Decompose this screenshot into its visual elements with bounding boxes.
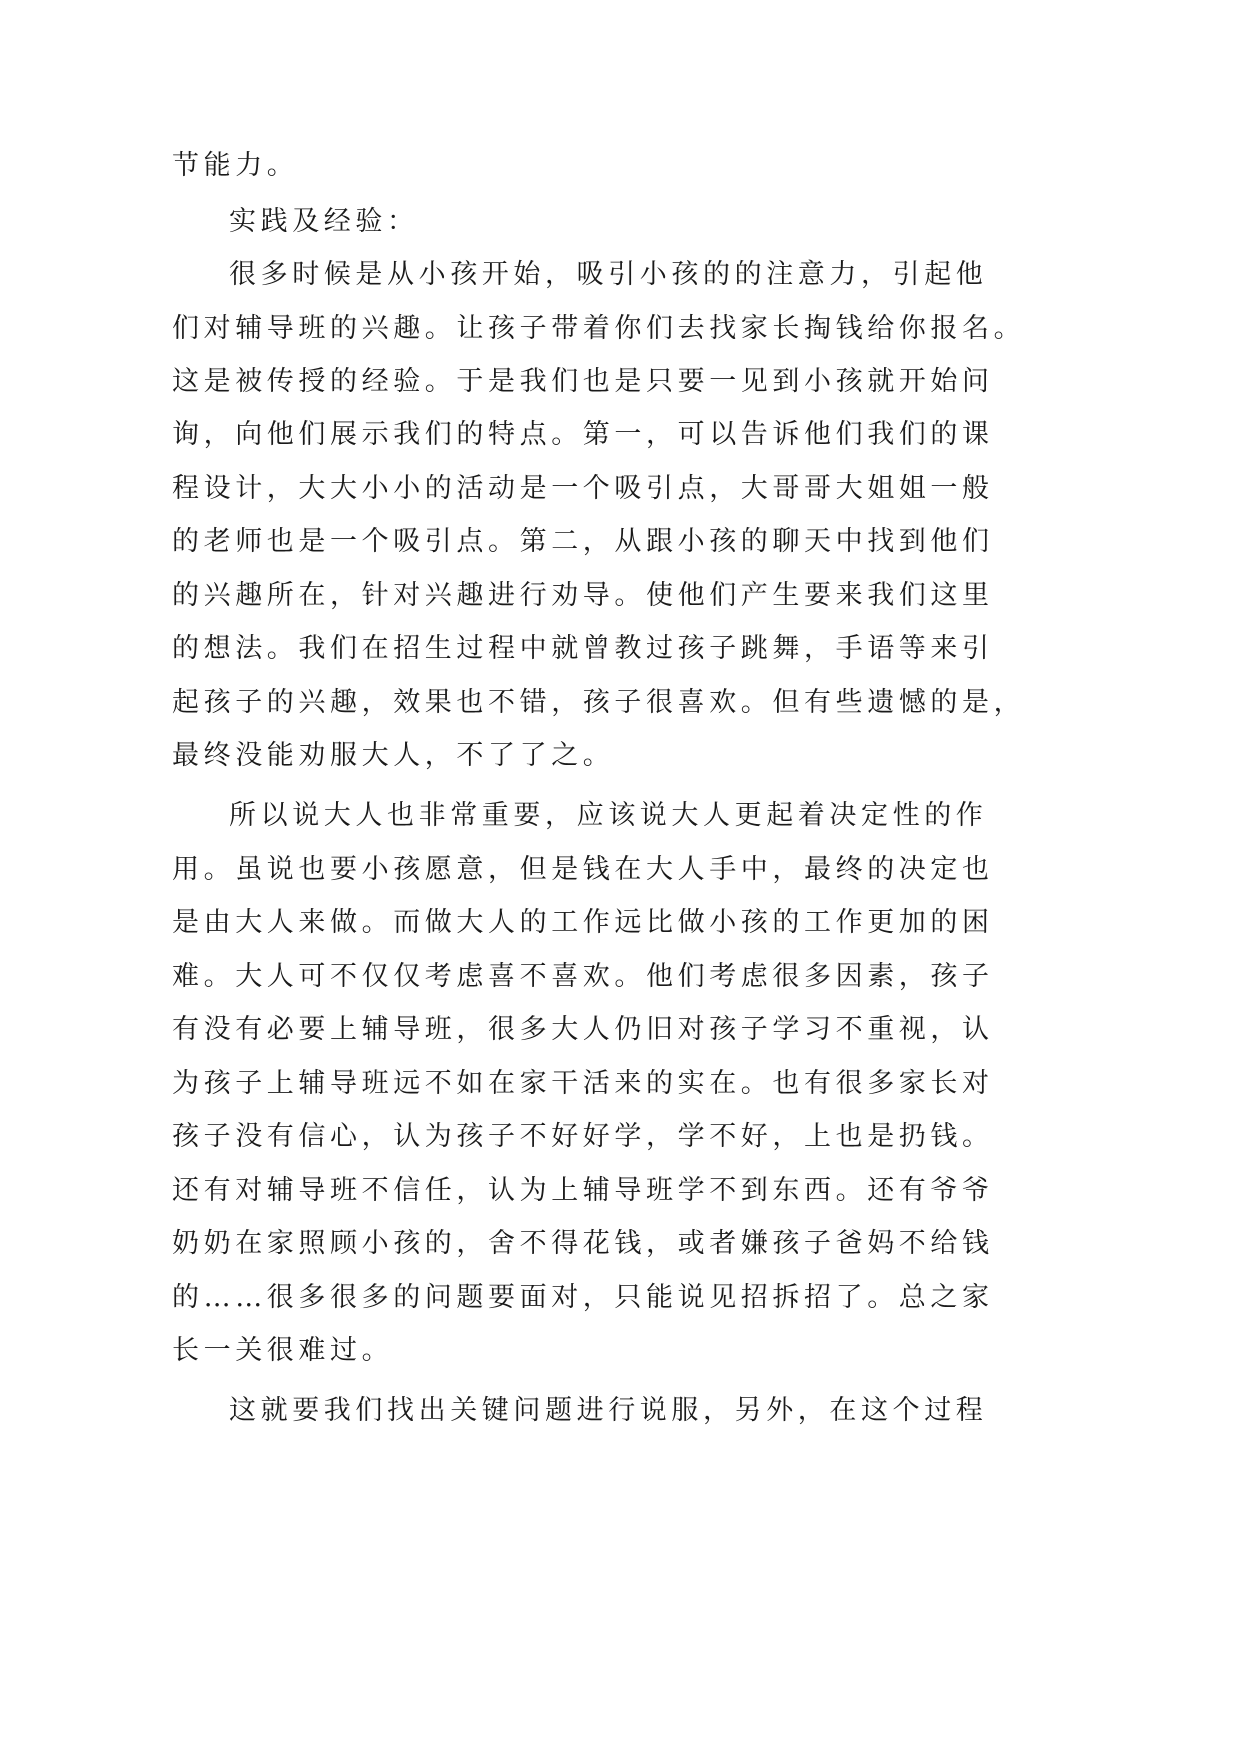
text-line-15: 是由大人来做。而做大人的工作远比做小孩的工作更加的困 (172, 907, 994, 938)
text-line-8: 的老师也是一个吸引点。第二，从跟小孩的聊天中找到他们 (172, 526, 994, 557)
text-line-4: 们对辅导班的兴趣。让孩子带着你们去找家长掏钱给你报名。 (172, 313, 1026, 344)
section-heading: 实践及经验： (229, 206, 419, 237)
text-line-18: 为孩子上辅导班远不如在家干活来的实在。也有很多家长对 (172, 1068, 994, 1099)
text-line-10: 的想法。我们在招生过程中就曾教过孩子跳舞，手语等来引 (172, 633, 994, 664)
text-line-6: 询，向他们展示我们的特点。第一，可以告诉他们我们的课 (172, 419, 994, 450)
text-line-12: 最终没能劝服大人，不了了之。 (172, 740, 615, 771)
text-line-3: 很多时候是从小孩开始，吸引小孩的的注意力，引起他 (229, 259, 988, 290)
text-line-19: 孩子没有信心，认为孩子不好好学，学不好，上也是扔钱。 (172, 1121, 994, 1152)
text-line-16: 难。大人可不仅仅考虑喜不喜欢。他们考虑很多因素，孩子 (172, 961, 994, 992)
text-line-9: 的兴趣所在，针对兴趣进行劝导。使他们产生要来我们这里 (172, 580, 994, 611)
text-line-21: 奶奶在家照顾小孩的，舍不得花钱，或者嫌孩子爸妈不给钱 (172, 1228, 994, 1259)
text-line-5: 这是被传授的经验。于是我们也是只要一见到小孩就开始问 (172, 366, 994, 397)
text-line-1: 节能力。 (172, 150, 299, 181)
text-line-14: 用。虽说也要小孩愿意，但是钱在大人手中，最终的决定也 (172, 854, 994, 885)
text-line-22: 的……很多很多的问题要面对，只能说见招拆招了。总之家 (172, 1282, 994, 1313)
text-line-17: 有没有必要上辅导班，很多大人仍旧对孩子学习不重视，认 (172, 1014, 994, 1045)
text-line-13: 所以说大人也非常重要，应该说大人更起着决定性的作 (229, 800, 988, 831)
text-line-7: 程设计，大大小小的活动是一个吸引点，大哥哥大姐姐一般 (172, 473, 994, 504)
text-line-20: 还有对辅导班不信任，认为上辅导班学不到东西。还有爷爷 (172, 1175, 994, 1206)
text-line-23: 长一关很难过。 (172, 1335, 394, 1366)
text-line-11: 起孩子的兴趣，效果也不错，孩子很喜欢。但有些遗憾的是， (172, 687, 1026, 718)
text-line-24: 这就要我们找出关键问题进行说服，另外，在这个过程 (229, 1395, 988, 1426)
